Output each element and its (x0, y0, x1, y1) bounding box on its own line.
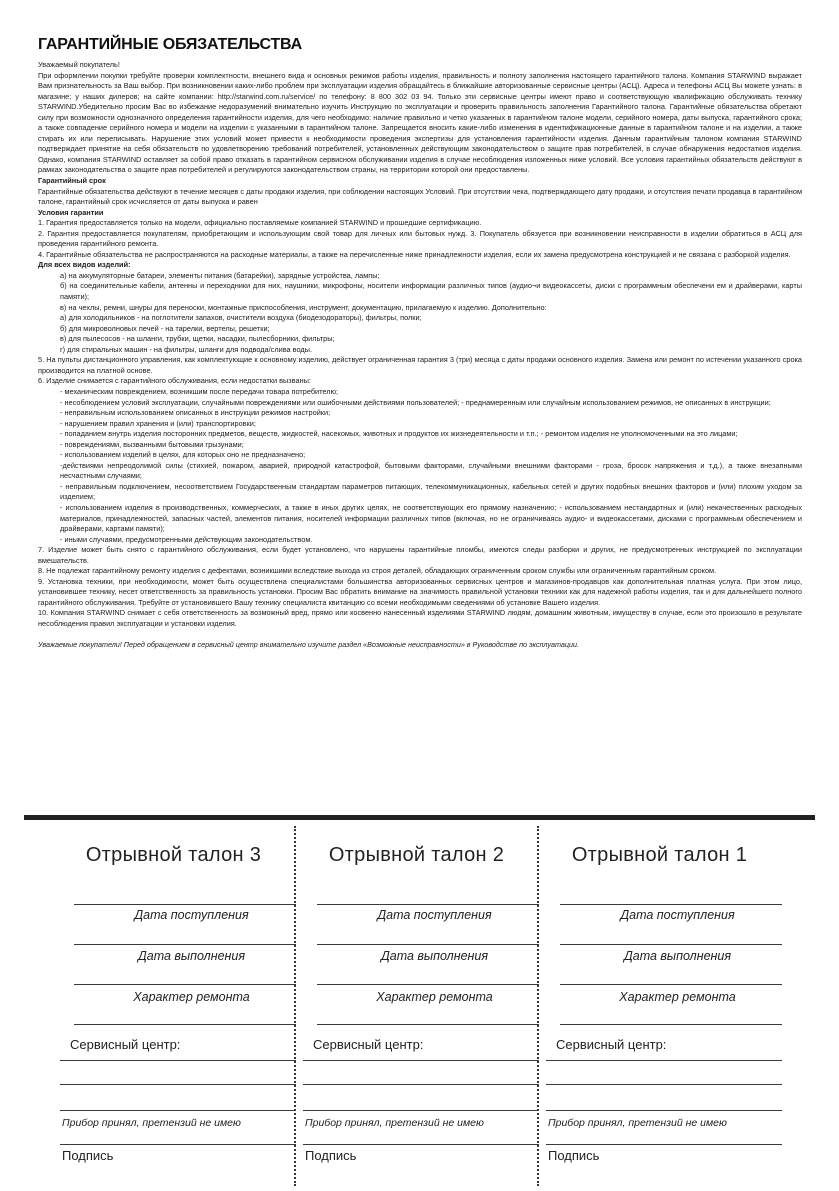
paragraph: - несоблюдением условий эксплуатации, случайными повреждениями или ошибочными действиями пользователей; - преднамеренным или случайным использованием режимов, не описанных в инструкции; (60, 397, 771, 407)
field-receipt-date[interactable] (560, 908, 795, 928)
paragraph: Уважаемый покупатель! (38, 60, 120, 69)
field-label: Дата поступления (620, 908, 735, 922)
field-completion-date[interactable] (560, 949, 795, 969)
paragraph: 5. На пульты дистанционного управления, как комплектующие к основному изделию, действует ограниченная гарантия 3 (три) месяца с даты продажи основного изделия. Замена или ремонт по истечении указанного срока производится на платной основе. (38, 355, 802, 375)
customer-note: Уважаемые покупатели! Перед обращением в сервисный центр внимательно изучите раздел «Возможные неисправности» в Руководстве по эксплуатации. (38, 639, 579, 649)
field-line (74, 944, 296, 945)
field-repair-nature[interactable] (317, 990, 552, 1010)
field-label: Характер ремонта (133, 990, 250, 1004)
service-center-line[interactable] (60, 1084, 296, 1085)
coupon-rule (546, 1110, 782, 1111)
coupon-rule (60, 1110, 296, 1111)
paragraph: - механическим повреждением, возникшим после передачи товара потребителю; (60, 386, 339, 396)
field-repair-nature[interactable] (74, 990, 309, 1010)
acceptance-line (60, 1144, 296, 1145)
paragraph: 7. Изделие может быть снято с гарантийного обслуживания, если будет установлено, что нарушены гарантийные пломбы, имеются следы разборки и других, не предусмотренных инструкцией по эксплуатации вмешательств. (38, 545, 802, 565)
signature-label: Подпись (305, 1148, 357, 1163)
warranty-document (38, 36, 802, 649)
paragraph: 1. Гарантия предоставляется только на модели, официально поставляемые компанией STARWIND и прошедшие сертификацию. (38, 218, 482, 228)
service-center-label: Сервисный центр: (313, 1037, 424, 1052)
field-label: Дата выполнения (380, 949, 489, 963)
paragraph: в) для пылесосов - на шланги, трубки, щетки, насадки, пылесборники, фильтры; (60, 334, 335, 344)
acceptance-line (303, 1144, 539, 1145)
paragraph: - использованием изделия в производственных, коммерческих, а также в иных других целях, не соответствующих его прямому назначению; - использованием нестандартных и (или) некачественных расходных материалов, принадлежностей, запасных частей, элементов питания, носителей информации различных типов (включая, но не ограничиваясь аудио- и видеокассетами, дисками с программным обеспечением и драйверами, картами памяти); (60, 502, 802, 534)
service-center-line[interactable] (546, 1060, 782, 1061)
section-heading: Условия гарантии (38, 207, 104, 217)
document-title: ГАРАНТИЙНЫЕ ОБЯЗАТЕЛЬСТВА (38, 36, 302, 53)
service-center-line[interactable] (546, 1084, 782, 1085)
field-completion-date[interactable] (317, 949, 552, 969)
field-line (74, 984, 296, 985)
service-center-line[interactable] (303, 1084, 539, 1085)
coupon-title: Отрывной талон 3 (85, 844, 262, 866)
paragraph: При оформлении покупки требуйте проверки комплектности, внешнего вида и основных режимов работы изделия, правильность и полноту заполнения настоящего гарантийного талона. Компания STARWIND выражает Вам признательность за Ваш выбор. При возникновении каких-либо проблем при эксплуатации изделия обращайтесь в ближайшие авторизованные сервисные центры (АСЦ). Адреса и телефоны АСЦ Вы можете узнать: в магазине; у наших дилеров; на сайте компании: http://starwind.com.ru/service/ по телефону: 8 800 302 03 94. Только эти сервисные центры имеют право и соответствующую квалификацию обслуживать технику STARWIND.Убедительно просим Вас во избежание недоразумений внимательно изучить Инструкцию по эксплуатации и проверить правильность заполнения Гарантийного талона. Гарантийные обязательства обретают силу при возможности однозначного определения гарантийности изделия, для чего необходимо: наличие правильно и четко указанных в гарантийном талоне модели, серийного номера, даты выпуска, гарантийного срока; а также совпадение серийного номера и модели на изделии с указанными в гарантийном талоне. Запрещается вносить какие-либо изменения в идентификационные данные в гарантийном талоне и на изделии, а также стирать их или переписывать. Нарушение этих условий может привести к необходимости проведения экспертизы для установления гарантийности изделия. Данным гарантийным талоном компания STARWIND подтверждает принятие на себя обязательств по удовлетворению требований потребителей, установленных действующим законодательством о защите прав потребителей, в случае обнаружения недостатков изделия. Однако, компания STARWIND оставляет за собой право отказать в гарантийном сервисном обслуживании изделия в случае несоблюдения изложенных ниже условий. Все условия гарантийных обязательств действуют в рамках законодательства о защите прав потребителей и регулируются законодательством страны, на территории которой они предоставлены. (38, 70, 802, 175)
paragraph: в) на чехлы, ремни, шнуры для переноски, монтажные приспособления, инструмент, документацию, прилагаемую к изделию. Дополнительно: (60, 302, 547, 312)
coupon-3 (56, 826, 296, 1186)
field-line (74, 1024, 296, 1025)
field-line (560, 1024, 782, 1025)
paragraph: - попаданием внутрь изделия посторонних предметов, веществ, жидкостей, насекомых, животных и продуктов их жизнедеятельности и т.п.; - ремонтом изделия не уполномоченными на это лицами; (60, 429, 738, 439)
paragraph: а) на аккумуляторные батареи, элементы питания (батарейки), зарядные устройства, лампы; (60, 270, 380, 280)
field-line (560, 944, 782, 945)
paragraph: - нарушением правил хранения и (или) транспортировки; (60, 418, 256, 428)
coupon-title: Отрывной талон 1 (571, 844, 748, 866)
paragraph: б) для микроволновых печей - на тарелки, вертелы, решетки; (60, 323, 270, 333)
paragraph: 10. Компания STARWIND снимает с себя ответственность за возможный вред, прямо или косвенно нанесенный изделиями STARWIND людям, домашним животным, имуществу в случае, если это произошло в результате несоблюдения правил эксплуатации и установки изделия. (38, 608, 802, 628)
coupon-1 (542, 826, 782, 1186)
field-receipt-date[interactable] (74, 908, 309, 928)
paragraph: 9. Установка техники, при необходимости, может быть осуществлена специалистами большинства авторизованных сервисных центров и магазинов-продавцов как дополнительная платная услуга. При этом лицо, установившее технику, несет ответственность за правильность установки. Просим Вас обратить внимание на значимость правильной установки техники как для надежной работы изделия, так и для дальнейшего полного гарантийного обслуживания. Требуйте от установившего Вашу технику специалиста квитанцию со всеми необходимыми сведениями об установке Вашего изделия. (38, 576, 802, 607)
paragraph: - повреждениями, вызванными бытовыми грызунами; (60, 439, 244, 449)
warranty-body (38, 60, 802, 630)
field-completion-date[interactable] (74, 949, 309, 969)
paragraph: - неправильным использованием описанных в инструкции режимов настройки; (60, 408, 331, 418)
acceptance-line (546, 1144, 782, 1145)
field-label: Дата поступления (377, 908, 492, 922)
field-label: Дата выполнения (137, 949, 246, 963)
field-label: Характер ремонта (619, 990, 736, 1004)
coupon-rule (303, 1110, 539, 1111)
section-divider (24, 815, 815, 820)
field-label: Дата выполнения (623, 949, 732, 963)
acceptance-statement: Прибор принял, претензий не имею (548, 1117, 727, 1129)
signature-label: Подпись (548, 1148, 600, 1163)
service-center-line[interactable] (303, 1060, 539, 1061)
tear-off-coupons (24, 826, 815, 1186)
paragraph: - иными случаями, предусмотренными действующим законодательством. (60, 534, 313, 544)
paragraph: г) для стиральных машин - на фильтры, шланги для подвода/слива воды. (60, 344, 312, 354)
paragraph: 4. Гарантийные обязательства не распространяются на расходные материалы, а также на перечисленные ниже принадлежности изделия, если их замена предусмотрена конструкцией и не связана с разборкой изделия. (38, 249, 791, 259)
acceptance-statement: Прибор принял, претензий не имею (305, 1117, 484, 1129)
signature-label: Подпись (62, 1148, 114, 1163)
coupon-rule (74, 904, 296, 905)
coupon-rule (560, 904, 782, 905)
field-line (317, 984, 539, 985)
paragraph: а) для холодильников - на поглотители запахов, очистители воздуха (биодезодораторы), фильтры, полки; (60, 313, 422, 323)
paragraph: -действиями непреодолимой силы (стихией, пожаром, аварией, природной катастрофой, бытовыми факторами, случайными внешними факторами - гроза, бросок напряжения и т.д.), а также внезапными несчастными случаями; (60, 460, 802, 481)
paragraph: б) на соединительные кабели, антенны и переходники для них, наушники, микрофоны, носители информации различных типов (аудио¬и видеокассеты, диски с программным обеспечени ем и драйверами, карты памяти); (60, 281, 802, 302)
paragraph: - неправильным подключением, несоответствием Государственным стандартам параметров питающих, телекоммуникационных, кабельных сетей и других подобных внешних факторов и (или) плохим уходом за изделием; (60, 481, 802, 502)
acceptance-statement: Прибор принял, претензий не имею (62, 1117, 241, 1129)
coupon-2 (299, 826, 539, 1186)
field-repair-nature[interactable] (560, 990, 795, 1010)
section-heading: Гарантийный срок (38, 176, 106, 186)
field-line (317, 1024, 539, 1025)
field-label: Характер ремонта (376, 990, 493, 1004)
coupon-rule (317, 904, 539, 905)
field-receipt-date[interactable] (317, 908, 552, 928)
section-heading: Для всех видов изделий: (38, 260, 131, 270)
paragraph: - использованием изделий в целях, для которых оно не предназначено; (60, 450, 306, 460)
service-center-label: Сервисный центр: (556, 1037, 667, 1052)
field-line (317, 944, 539, 945)
paragraph: Гарантийные обязательства действуют в течение месяцев с даты продажи изделия, при соблюдении настоящих Условий. При отсутствии чека, подтверждающего дату продажи, и отсутствия печати продавца в гарантийном талоне, гарантийный срок исчисляется от даты выпуска и равен (38, 186, 802, 207)
paragraph: 2. Гарантия предоставляется покупателям, приобретающим и использующим свой товар для личных или бытовых нужд. 3. Покупатель обязуется при возникновении неисправности в изделии обратиться в АСЦ для проведения гарантийного ремонта. (38, 228, 802, 249)
paragraph: 6. Изделие снимается с гарантийного обслуживания, если недостатки вызваны: (38, 376, 311, 386)
coupon-title: Отрывной талон 2 (328, 844, 505, 866)
field-line (560, 984, 782, 985)
service-center-label: Сервисный центр: (70, 1037, 181, 1052)
service-center-line[interactable] (60, 1060, 296, 1061)
paragraph: 8. Не подлежат гарантийному ремонту изделия с дефектами, возникшими вследствие выхода из строя деталей, обладающих ограниченным сроком службы или ограниченным гарантийным сроком. (38, 566, 717, 576)
field-label: Дата поступления (134, 908, 249, 922)
